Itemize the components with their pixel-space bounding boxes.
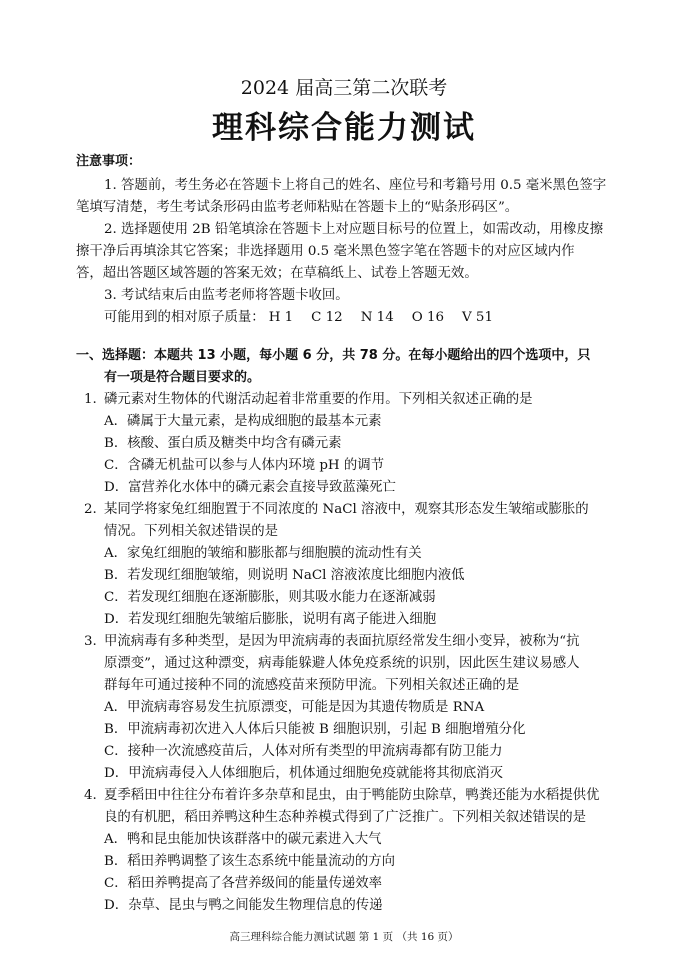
option-a: A．甲流病毒容易发生抗原漂变，可能是因为其遗传物质是 RNA [104, 700, 485, 715]
question-number: 3. [84, 634, 97, 649]
mass-n: N 14 [360, 310, 394, 325]
notice-item-2-cont2: 答，超出答题区域答题的答案无效；在草稿纸上、试卷上答题无效。 [76, 266, 478, 281]
section-heading-cont: 有一项是符合题目要求的。 [104, 370, 261, 385]
notice-item-1-cont: 笔填写清楚，考生考试条形码由监考老师粘贴在答题卡上的“贴条形码区”。 [76, 200, 519, 215]
option-b: B．核酸、蛋白质及糖类中均含有磷元素 [104, 436, 342, 451]
option-c: C．稻田养鸭提高了各营养级间的能量传递效率 [104, 876, 383, 891]
notice-item-3: 3. 考试结束后由监考老师将答题卡收回。 [104, 288, 349, 303]
notice-item-2: 2. 选择题使用 2B 铅笔填涂在答题卡上对应题目标号的位置上，如需改动，用橡皮擦 [104, 222, 604, 237]
page-footer: 高三理科综合能力测试试题 第 1 页 （共 16 页） [229, 931, 459, 943]
option-d: D．杂草、昆虫与鸭之间能发生物理信息的传递 [104, 898, 383, 913]
mass-h: H 1 [268, 310, 294, 325]
page-title: 理科综合能力测试 [212, 110, 476, 146]
section-heading: 一、选择题：本题共 13 小题，每小题 6 分，共 78 分。在每小题给出的四个选项中，只 [76, 348, 591, 363]
atomic-masses-label: 可能用到的相对原子质量： [104, 310, 265, 325]
option-b: B．甲流病毒初次进入人体后只能被 B 细胞识别，引起 B 细胞增殖分化 [104, 722, 526, 737]
option-b: B．若发现红细胞皱缩，则说明 NaCl 溶液浓度比细胞内液低 [104, 568, 465, 583]
option-d: D．富营养化水体中的磷元素会直接导致蓝藻死亡 [104, 480, 396, 495]
question-stem-cont: 原漂变”，通过这种漂变，病毒能躲避人体免疫系统的识别，因此医生建议易感人 [104, 656, 580, 671]
question-stem: 某同学将家兔红细胞置于不同浓度的 NaCl 溶液中，观察其形态发生皱缩或膨胀的 [104, 502, 589, 517]
question-number: 4. [84, 788, 97, 803]
option-b: B．稻田养鸭调整了该生态系统中能量流动的方向 [104, 854, 396, 869]
notice-item-2-cont: 擦干净后再填涂其它答案；非选择题用 0.5 毫米黑色签字笔在答题卡的对应区域内作 [76, 244, 575, 259]
option-a: A．家兔红细胞的皱缩和膨胀都与细胞膜的流动性有关 [104, 546, 422, 561]
question-stem: 夏季稻田中往往分布着许多杂草和昆虫，由于鸭能防虫除草，鸭粪还能为水稻提供优 [104, 788, 600, 803]
notice-heading: 注意事项： [76, 154, 142, 169]
question-stem-cont: 情况。下列相关叙述错误的是 [104, 524, 279, 539]
option-a: A．磷属于大量元素，是构成细胞的最基本元素 [104, 414, 382, 429]
option-c: C．接种一次流感疫苗后，人体对所有类型的甲流病毒都有防卫能力 [104, 744, 503, 759]
option-a: A．鸭和昆虫能加快该群落中的碳元素进入大气 [104, 832, 382, 847]
question-stem-cont: 良的有机肥，稻田养鸭这种生态种养模式得到了广泛推广。下列相关叙述错误的是 [104, 810, 587, 825]
notice-item-1: 1. 答题前，考生务必在答题卡上将自己的姓名、座位号和考籍号用 0.5 毫米黑色签字 [104, 178, 607, 193]
question-stem: 甲流病毒有多种类型，是因为甲流病毒的表面抗原经常发生细小变异，被称为“抗 [104, 634, 580, 649]
option-d: D．甲流病毒侵入人体细胞后，机体通过细胞免疫就能将其彻底消灭 [104, 766, 504, 781]
option-c: C．若发现红细胞在逐渐膨胀，则其吸水能力在逐渐减弱 [104, 590, 436, 605]
question-stem-cont2: 群每年可通过接种不同的流感疫苗来预防甲流。下列相关叙述正确的是 [104, 678, 520, 693]
option-d: D．若发现红细胞先皱缩后膨胀，说明有离子能进入细胞 [104, 612, 437, 627]
question-number: 2. [84, 502, 97, 517]
exam-name: 2024 届高三第二次联考 [240, 77, 448, 99]
mass-o: O 16 [411, 310, 444, 325]
question-stem: 磷元素对生物体的代谢活动起着非常重要的作用。下列相关叙述正确的是 [104, 392, 533, 407]
option-c: C．含磷无机盐可以参与人体内环境 pH 的调节 [104, 458, 385, 473]
mass-v: V 51 [462, 310, 493, 325]
atomic-masses [104, 308, 511, 328]
mass-c: C 12 [311, 310, 343, 325]
question-number: 1. [84, 392, 97, 407]
